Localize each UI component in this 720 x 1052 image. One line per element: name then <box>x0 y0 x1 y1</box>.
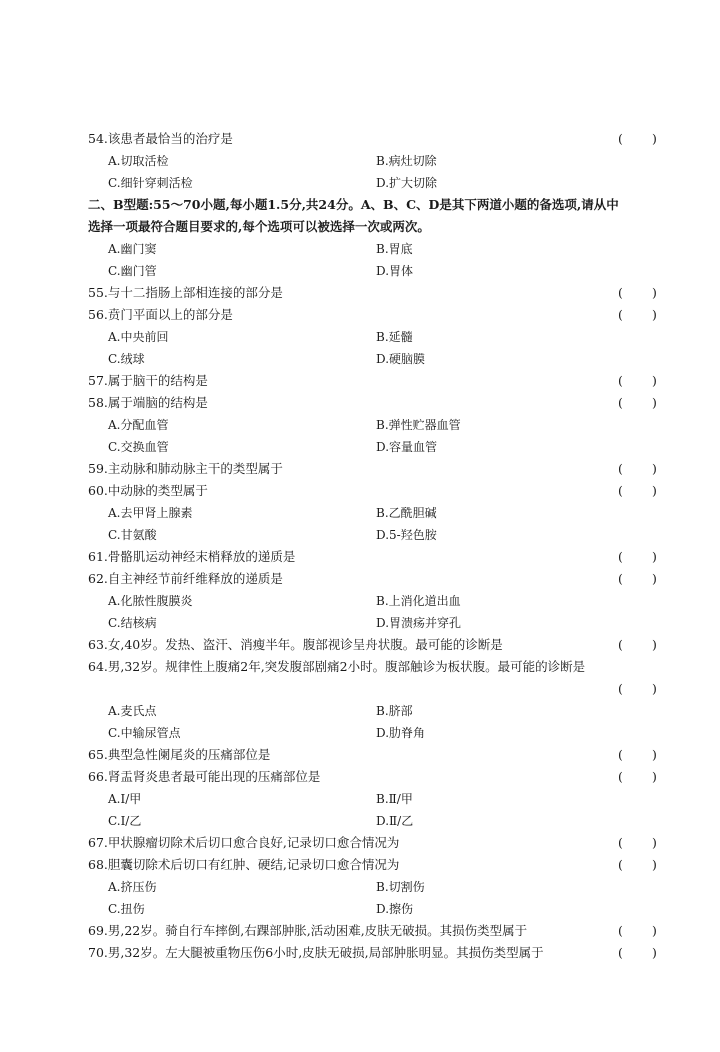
question-text: 55.与十二指肠上部相连接的部分是 <box>88 285 283 300</box>
option-b: B.Ⅱ/甲 <box>376 792 413 806</box>
question-61: 61.骨骼肌运动神经末梢释放的递质是 ( ) <box>88 546 658 568</box>
options-row <box>88 524 658 546</box>
options-row <box>88 876 658 898</box>
options-row <box>88 238 658 260</box>
option-b: B.延髓 <box>376 330 413 344</box>
question-text: 63.女,40岁。发热、盗汗、消瘦半年。腹部视诊呈舟状腹。最可能的诊断是 <box>88 637 503 652</box>
option-a: A.Ⅰ/甲 <box>108 792 142 806</box>
option-a: A.中央前回 <box>108 330 169 344</box>
option-b: B.弹性贮器血管 <box>376 418 461 432</box>
option-b: B.切割伤 <box>376 880 425 894</box>
options-row <box>88 722 658 744</box>
option-b: B.乙酰胆碱 <box>376 506 437 520</box>
options-row <box>88 414 658 436</box>
question-64-blank-row: ( ) <box>618 681 657 696</box>
option-b: B.脐部 <box>376 704 413 718</box>
question-text: 58.属于端脑的结构是 <box>88 395 208 410</box>
option-c: C.中输尿管点 <box>108 726 181 740</box>
options-row <box>88 326 658 348</box>
option-a: A.化脓性腹膜炎 <box>108 594 193 608</box>
option-d: D.容量血管 <box>376 440 438 454</box>
question-64 <box>88 656 663 678</box>
question-63: 63.女,40岁。发热、盗汗、消瘦半年。腹部视诊呈舟状腹。最可能的诊断是 ( ) <box>88 634 658 656</box>
question-text: 64.男,32岁。规律性上腹痛2年,突发腹部剧痛2小时。腹部触诊为板状腹。最可能的诊断是 <box>88 659 586 674</box>
question-58: 58.属于端脑的结构是 ( ) <box>88 392 658 414</box>
section-header-line1: 二、B型题:55～70小题,每小题1.5分,共24分。A、B、C、D是其下两道小题的备选项,请从中 <box>88 197 619 212</box>
question-text: 61.骨骼肌运动神经末梢释放的递质是 <box>88 549 296 564</box>
option-d: D.肋脊角 <box>376 726 426 740</box>
question-text: 59.主动脉和肺动脉主干的类型属于 <box>88 461 283 476</box>
option-c: C.结核病 <box>108 616 157 630</box>
option-d: D.5-羟色胺 <box>376 528 437 542</box>
question-text: 66.肾盂肾炎患者最可能出现的压痛部位是 <box>88 769 321 784</box>
option-c: C.Ⅰ/乙 <box>108 814 142 828</box>
option-a: A.切取活检 <box>108 154 169 168</box>
question-text: 65.典型急性阑尾炎的压痛部位是 <box>88 747 271 762</box>
option-a: A.去甲肾上腺素 <box>108 506 193 520</box>
options-row <box>88 898 658 920</box>
question-text: 62.自主神经节前纤维释放的递质是 <box>88 571 283 586</box>
question-67: 67.甲状腺瘤切除术后切口愈合良好,记录切口愈合情况为 ( ) <box>88 832 658 854</box>
question-68: 68.胆囊切除术后切口有红肿、硬结,记录切口愈合情况为 ( ) <box>88 854 658 876</box>
question-56: 56.贲门平面以上的部分是 ( ) <box>88 304 658 326</box>
option-d: D.擦伤 <box>376 902 414 916</box>
option-d: D.硬脑膜 <box>376 352 426 366</box>
question-62: 62.自主神经节前纤维释放的递质是 ( ) <box>88 568 658 590</box>
options-row <box>88 502 658 524</box>
option-a: A.幽门窦 <box>108 242 157 256</box>
option-b: B.胃底 <box>376 242 413 256</box>
section-header-line2: 选择一项最符合题目要求的,每个选项可以被选择一次或两次。 <box>88 219 430 234</box>
option-c: C.绒球 <box>108 352 145 366</box>
option-d: D.胃体 <box>376 264 414 278</box>
question-text: 56.贲门平面以上的部分是 <box>88 307 233 322</box>
options-row <box>88 590 658 612</box>
question-65: 65.典型急性阑尾炎的压痛部位是 ( ) <box>88 744 658 766</box>
question-text: 60.中动脉的类型属于 <box>88 483 208 498</box>
options-row <box>88 436 658 458</box>
question-text: 70.男,32岁。左大腿被重物压伤6小时,皮肤无破损,局部肿胀明显。其损伤类型属于 <box>88 945 544 960</box>
options-row <box>88 150 658 172</box>
question-57: 57.属于脑干的结构是 ( ) <box>88 370 658 392</box>
option-b: B.病灶切除 <box>376 154 437 168</box>
option-c: C.扭伤 <box>108 902 145 916</box>
option-c: C.细针穿刺活检 <box>108 176 193 190</box>
question-69: 69.男,22岁。骑自行车摔倒,右踝部肿胀,活动困难,皮肤无破损。其损伤类型属于 ( ) <box>88 920 658 942</box>
question-text: 68.胆囊切除术后切口有红肿、硬结,记录切口愈合情况为 <box>88 857 400 872</box>
options-row <box>88 788 658 810</box>
option-a: A.麦氏点 <box>108 704 157 718</box>
question-text: 69.男,22岁。骑自行车摔倒,右踝部肿胀,活动困难,皮肤无破损。其损伤类型属于 <box>88 923 528 938</box>
option-c: C.幽门管 <box>108 264 157 278</box>
question-text: 57.属于脑干的结构是 <box>88 373 208 388</box>
question-text: 67.甲状腺瘤切除术后切口愈合良好,记录切口愈合情况为 <box>88 835 400 850</box>
options-row <box>88 348 658 370</box>
question-66: 66.肾盂肾炎患者最可能出现的压痛部位是 ( ) <box>88 766 658 788</box>
options-row <box>88 810 658 832</box>
option-d: D.胃溃疡并穿孔 <box>376 616 462 630</box>
option-a: A.分配血管 <box>108 418 169 432</box>
options-row <box>88 612 658 634</box>
option-b: B.上消化道出血 <box>376 594 461 608</box>
question-59: 59.主动脉和肺动脉主干的类型属于 ( ) <box>88 458 658 480</box>
question-text: 54.该患者最恰当的治疗是 <box>88 131 233 146</box>
option-d: D.扩大切除 <box>376 176 438 190</box>
options-row <box>88 700 658 722</box>
options-row <box>88 260 658 282</box>
question-55: 55.与十二指肠上部相连接的部分是 ( ) <box>88 282 658 304</box>
option-d: D.Ⅱ/乙 <box>376 814 414 828</box>
question-60: 60.中动脉的类型属于 ( ) <box>88 480 658 502</box>
option-c: C.交换血管 <box>108 440 169 454</box>
options-row <box>88 172 658 194</box>
option-a: A.挤压伤 <box>108 880 157 894</box>
question-70: 70.男,32岁。左大腿被重物压伤6小时,皮肤无破损,局部肿胀明显。其损伤类型属于 ( ) <box>88 942 658 964</box>
section-header <box>88 194 668 238</box>
question-54: 54.该患者最恰当的治疗是 ( ) <box>88 128 658 150</box>
option-c: C.甘氨酸 <box>108 528 157 542</box>
